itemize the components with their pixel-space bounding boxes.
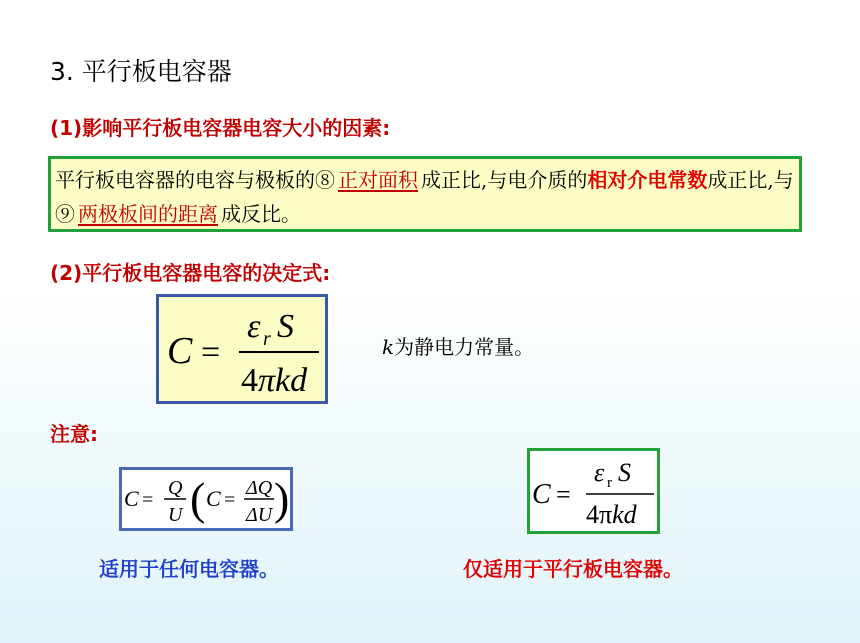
plate-r: r — [607, 475, 612, 491]
capacitance-formula-box — [156, 294, 328, 404]
blank-answer-distance: 两极板间的距离 — [78, 202, 218, 226]
emphasis-dielectric: 相对介电常数 — [587, 168, 708, 192]
gen-C2: C — [206, 486, 221, 511]
section2-heading: (2)平行板电容器电容的决定式: — [50, 261, 331, 285]
gen-dQ: ΔQ — [246, 477, 273, 499]
gen-eq2: = — [224, 489, 236, 511]
section1-heading: (1)影响平行板电容器电容大小的因素: — [50, 116, 391, 140]
note-heading: 注意: — [50, 422, 98, 446]
k-note — [382, 331, 534, 360]
plate-S: S — [618, 458, 631, 487]
gen-dU: ΔU — [246, 504, 273, 526]
formula-C: C — [167, 330, 193, 372]
caption-plate: 仅适用于平行板电容器。 — [463, 557, 683, 581]
formula-denominator: 4πkd — [241, 362, 308, 399]
factors-text-a: 平行板电容器的电容与极板的⑧ — [55, 168, 335, 192]
gen-C: C — [124, 486, 139, 511]
caption-general: 适用于任何电容器。 — [99, 557, 279, 581]
blank-answer-area: 正对面积 — [338, 168, 418, 192]
formula-r: r — [263, 328, 271, 350]
plate-formula — [530, 451, 657, 531]
factors-text-d: 成反比。 — [221, 202, 301, 226]
gen-eq: = — [142, 489, 154, 511]
plate-C: C — [532, 479, 551, 510]
gen-left-paren: ( — [190, 473, 206, 524]
plate-epsilon: ε — [594, 458, 605, 487]
factors-text-c: 成正比,与⑨ — [55, 168, 794, 226]
factors-box — [48, 156, 802, 232]
page-title: 3. 平行板电容器 — [50, 57, 232, 86]
plate-denominator: 4πkd — [586, 500, 637, 529]
capacitance-formula — [159, 297, 325, 401]
gen-Q: Q — [168, 477, 183, 499]
k-note-text: 为静电力常量。 — [394, 335, 535, 359]
gen-U: U — [168, 504, 183, 526]
formula-epsilon: ε — [247, 308, 261, 345]
k-symbol: k — [382, 335, 395, 359]
gen-right-paren: ) — [274, 473, 290, 524]
plate-formula-box — [527, 448, 660, 534]
general-formula-box — [119, 467, 293, 531]
formula-S: S — [277, 308, 294, 345]
general-formula — [122, 470, 290, 528]
plate-eq: = — [556, 480, 571, 509]
factors-text-b: 成正比,与电介质的 — [421, 168, 588, 192]
formula-eq: = — [201, 334, 221, 371]
